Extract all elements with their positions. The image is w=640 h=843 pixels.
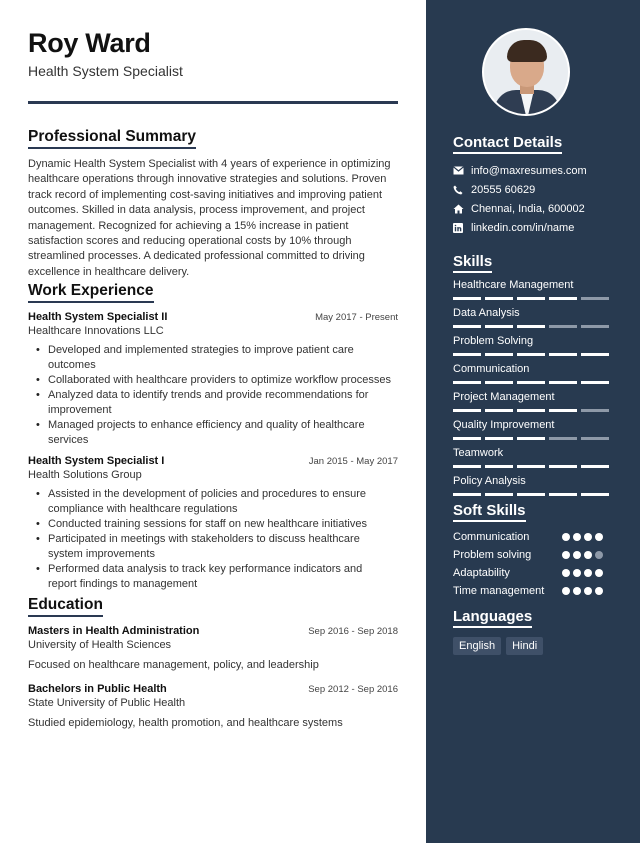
education-description: Studied epidemiology, health promotion, and healthcare systems — [28, 716, 343, 729]
skills-heading: Skills — [453, 253, 492, 273]
soft-skill-rating — [562, 569, 603, 577]
skill-level-segment — [581, 353, 609, 356]
skill-level-segment — [581, 325, 609, 328]
soft-skills-heading: Soft Skills — [453, 502, 526, 522]
job-bullet: • Participated in meetings with stakeholders to discuss healthcare system improvements — [36, 532, 391, 561]
soft-skill-item — [453, 584, 603, 598]
education-description: Focused on healthcare management, policy, and leadership — [28, 658, 319, 671]
school-name: University of Health Sciences — [28, 638, 172, 651]
rating-dot — [562, 587, 570, 595]
skill-item — [453, 474, 616, 496]
job-bullet: • Analyzed data to identify trends and provide recommendations for improvement — [36, 388, 391, 417]
skill-item — [453, 334, 616, 356]
job-company: Health Solutions Group — [28, 469, 142, 482]
job-title: Health System Specialist II — [28, 311, 168, 324]
contact-list — [453, 161, 616, 237]
rating-dot — [584, 533, 592, 541]
education-heading: Education — [28, 596, 103, 617]
skill-level-segment — [453, 381, 481, 384]
skill-level-segment — [453, 465, 481, 468]
job-bullet: • Collaborated with healthcare providers to optimize workflow processes — [36, 373, 391, 387]
skill-item — [453, 362, 616, 384]
soft-skill-rating — [562, 587, 603, 595]
skill-level-segment — [485, 297, 513, 300]
soft-skill-item — [453, 566, 603, 580]
education-date: Sep 2016 - Sep 2018 — [308, 625, 398, 637]
job-bullet: • Managed projects to enhance efficiency and quality of healthcare services — [36, 418, 391, 447]
contact-heading: Contact Details — [453, 134, 562, 154]
skill-name: Communication — [453, 363, 530, 375]
job-bullets — [36, 487, 391, 591]
home-icon — [453, 204, 471, 214]
rating-dot — [595, 569, 603, 577]
skill-level-segment — [549, 325, 577, 328]
skill-level-segment — [485, 437, 513, 440]
soft-skill-name: Communication — [453, 531, 530, 543]
skill-level-segment — [517, 297, 545, 300]
skill-level-segment — [581, 493, 609, 496]
education-date: Sep 2012 - Sep 2016 — [308, 683, 398, 695]
job-title: Health System Specialist I — [28, 455, 165, 468]
skill-level-segment — [453, 409, 481, 412]
contact-phone[interactable] — [453, 180, 616, 199]
contact-email[interactable] — [453, 161, 616, 180]
skill-level-segment — [549, 465, 577, 468]
degree-title: Bachelors in Public Health — [28, 682, 167, 695]
phone-icon — [453, 185, 471, 195]
school-name: State University of Public Health — [28, 696, 186, 709]
rating-dot — [562, 569, 570, 577]
skill-level-bar — [453, 409, 616, 412]
candidate-role: Health System Specialist — [28, 63, 183, 79]
rating-dot — [595, 587, 603, 595]
skill-level-segment — [517, 465, 545, 468]
skill-level-bar — [453, 437, 616, 440]
summary-text: Dynamic Health System Specialist with 4 years of experience in optimizing healthcare operations through innovative strategies and solutions. Proven track record of implementing cost-saving initiatives and improving patient outcomes. Skilled in data analysis, process improvement, and project management. Recognized for achieving a 15% increase in patient satisfaction scores and reducing operational costs by 10% through streamlined processes. A dedicated professional committed to driving excellence in healthcare delivery. — [28, 158, 391, 278]
soft-skill-rating — [562, 551, 603, 559]
rating-dot — [573, 533, 581, 541]
rating-dot — [573, 569, 581, 577]
skill-item — [453, 390, 616, 412]
skill-level-segment — [581, 409, 609, 412]
contact-linkedin-text: linkedin.com/in/name — [471, 221, 575, 234]
skill-level-segment — [549, 409, 577, 412]
skill-level-segment — [485, 465, 513, 468]
education-entry — [28, 625, 398, 671]
rating-dot — [562, 533, 570, 541]
skill-level-segment — [517, 409, 545, 412]
skill-name: Data Analysis — [453, 307, 520, 319]
skill-item — [453, 418, 616, 440]
skill-level-bar — [453, 381, 616, 384]
rating-dot — [573, 587, 581, 595]
soft-skills-list — [453, 530, 616, 598]
candidate-name: Roy Ward — [28, 28, 151, 58]
skill-level-segment — [581, 381, 609, 384]
soft-skill-rating — [562, 533, 603, 541]
contact-email-text: info@maxresumes.com — [471, 164, 587, 177]
skill-level-bar — [453, 465, 616, 468]
language-tag: Hindi — [506, 637, 543, 655]
skill-level-segment — [485, 409, 513, 412]
skill-level-bar — [453, 493, 616, 496]
skill-name: Quality Improvement — [453, 419, 555, 431]
skill-name: Teamwork — [453, 447, 504, 459]
skill-level-segment — [517, 325, 545, 328]
skill-level-segment — [453, 353, 481, 356]
job-bullet: • Developed and implemented strategies to improve patient care outcomes — [36, 343, 391, 372]
skills-list — [453, 278, 616, 496]
skill-item — [453, 446, 616, 468]
rating-dot — [595, 533, 603, 541]
skill-level-segment — [517, 493, 545, 496]
skill-level-segment — [581, 297, 609, 300]
avatar — [482, 28, 570, 116]
skill-level-segment — [549, 297, 577, 300]
work-heading: Work Experience — [28, 282, 154, 303]
job-bullet: • Conducted training sessions for staff on new healthcare initiatives — [36, 517, 391, 531]
language-tag: English — [453, 637, 501, 655]
skill-level-segment — [453, 437, 481, 440]
skill-level-segment — [485, 325, 513, 328]
education-entry — [28, 683, 398, 729]
soft-skill-item — [453, 530, 603, 544]
skill-level-segment — [581, 465, 609, 468]
skill-item — [453, 278, 616, 300]
skill-level-segment — [453, 297, 481, 300]
skill-level-segment — [485, 493, 513, 496]
job-date: May 2017 - Present — [315, 312, 398, 324]
soft-skill-name: Problem solving — [453, 549, 532, 561]
job-date: Jan 2015 - May 2017 — [308, 456, 398, 468]
contact-address-text: Chennai, India, 600002 — [471, 202, 585, 215]
degree-title: Masters in Health Administration — [28, 624, 200, 637]
job-bullet: • Performed data analysis to track key performance indicators and report findings to management — [36, 562, 391, 591]
skill-name: Problem Solving — [453, 335, 534, 347]
contact-linkedin[interactable] — [453, 218, 616, 237]
job-entry — [28, 455, 398, 591]
languages-list — [453, 637, 616, 655]
skill-level-segment — [581, 437, 609, 440]
contact-phone-text: 20555 60629 — [471, 183, 536, 196]
rating-dot — [584, 569, 592, 577]
soft-skill-item — [453, 548, 603, 562]
header-divider — [28, 101, 398, 104]
skill-level-segment — [517, 381, 545, 384]
skill-level-segment — [549, 493, 577, 496]
skill-level-segment — [549, 437, 577, 440]
skill-level-segment — [517, 437, 545, 440]
skill-level-segment — [549, 353, 577, 356]
contact-address — [453, 199, 616, 218]
job-entry — [28, 311, 398, 447]
soft-skill-name: Adaptability — [453, 567, 510, 579]
skill-level-segment — [517, 353, 545, 356]
skill-level-bar — [453, 297, 616, 300]
skill-item — [453, 306, 616, 328]
rating-dot — [584, 587, 592, 595]
skill-name: Policy Analysis — [453, 475, 526, 487]
skill-level-segment — [485, 381, 513, 384]
skill-level-segment — [453, 493, 481, 496]
skill-level-bar — [453, 325, 616, 328]
rating-dot — [595, 551, 603, 559]
rating-dot — [562, 551, 570, 559]
job-company: Healthcare Innovations LLC — [28, 325, 164, 338]
rating-dot — [573, 551, 581, 559]
skill-level-segment — [549, 381, 577, 384]
envelope-icon — [453, 166, 471, 175]
languages-heading: Languages — [453, 608, 532, 628]
sidebar — [426, 0, 640, 843]
linkedin-icon — [453, 223, 471, 233]
skill-level-segment — [453, 325, 481, 328]
skill-name: Healthcare Management — [453, 279, 574, 291]
job-bullets — [36, 343, 391, 447]
job-bullet: • Assisted in the development of policies and procedures to ensure compliance with healthcare regulations — [36, 487, 391, 516]
rating-dot — [584, 551, 592, 559]
skill-level-bar — [453, 353, 616, 356]
summary-heading: Professional Summary — [28, 128, 196, 149]
skill-level-segment — [485, 353, 513, 356]
skill-name: Project Management — [453, 391, 555, 403]
soft-skill-name: Time management — [453, 585, 545, 597]
